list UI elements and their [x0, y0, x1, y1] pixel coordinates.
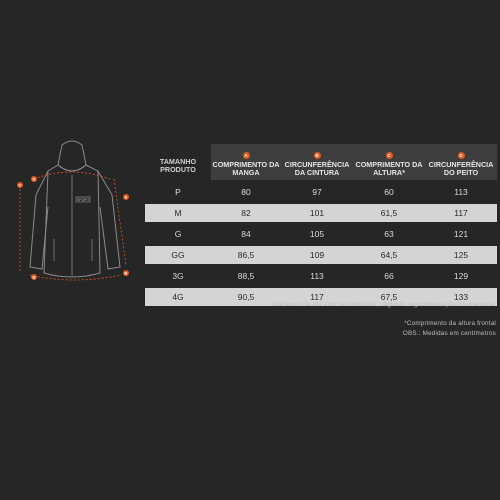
marker-d [31, 176, 37, 182]
size-table-header-row [145, 144, 497, 180]
column-header-waist [281, 144, 353, 180]
value-cell: 67,5 [353, 288, 425, 306]
column-header-label: COMPRIMENTO DA ALTURA* [355, 160, 423, 177]
tolerance-note: Tolerância de até 2cm nas medidas, segundo regulamentação internacional [270, 301, 496, 308]
value-cell: 90,5 [211, 288, 281, 306]
column-header-label: COMPRIMENTO DA MANGA [212, 160, 280, 177]
marker-b-right [123, 270, 129, 276]
size-cell: M [145, 204, 211, 222]
corner-header: TAMANHO PRODUTO [159, 157, 197, 174]
value-cell: 82 [211, 204, 281, 222]
size-cell: 4G [145, 288, 211, 306]
size-cell: G [174, 229, 182, 239]
svg-text:D: D [32, 176, 36, 182]
jacket-measurement-diagram [10, 135, 145, 295]
table-row [145, 204, 497, 222]
sleeve-guide-line [114, 179, 126, 265]
column-header-chest [425, 144, 497, 180]
value-cell: 66 [384, 271, 394, 281]
column-header-label: CIRCUNFERÊNCIA DO PEITO [428, 160, 494, 177]
column-header-label: CIRCUNFERÊNCIA DA CINTURA [284, 160, 350, 177]
svg-text:B: B [32, 274, 36, 280]
value-cell: 105 [309, 229, 325, 239]
badge-b: B [315, 153, 319, 158]
jacket-hood [58, 141, 86, 171]
height-footnote: *Comprimento da altura frontal [404, 320, 496, 327]
size-table [145, 144, 497, 306]
table-row [145, 267, 497, 285]
svg-text:C: C [18, 182, 22, 188]
badge-a: A [244, 153, 248, 158]
table-row [145, 246, 497, 264]
column-header-height [353, 144, 425, 180]
size-cell: 3G [172, 271, 184, 281]
value-cell: 109 [281, 246, 353, 264]
value-cell: 88,5 [237, 271, 255, 281]
svg-text:B: B [124, 270, 128, 276]
jacket-illustration [10, 135, 145, 295]
svg-text:A: A [124, 194, 128, 200]
value-cell: 64,5 [353, 246, 425, 264]
table-row [145, 225, 497, 243]
jacket-logo-text: SPORT [76, 198, 90, 202]
marker-c [17, 182, 23, 188]
value-cell: 86,5 [211, 246, 281, 264]
value-cell: 133 [425, 288, 497, 306]
column-header-sleeve [211, 144, 281, 180]
jacket-left-sleeve [30, 171, 48, 269]
value-cell: 117 [281, 288, 353, 306]
value-cell: 80 [241, 187, 251, 197]
size-cell: P [175, 187, 181, 197]
value-cell: 113 [310, 271, 324, 281]
badge-d: D [459, 153, 463, 158]
value-cell: 125 [425, 246, 497, 264]
value-cell: 129 [453, 271, 469, 281]
value-cell: 60 [384, 187, 394, 197]
size-cell: GG [145, 246, 211, 264]
waist-guide-line [30, 275, 122, 280]
value-cell: 117 [425, 204, 497, 222]
jacket-right-sleeve [98, 171, 120, 269]
value-cell: 63 [384, 229, 394, 239]
value-cell: 61,5 [353, 204, 425, 222]
value-cell: 121 [453, 229, 469, 239]
value-cell: 113 [454, 187, 468, 197]
marker-a [123, 194, 129, 200]
value-cell: 84 [241, 229, 251, 239]
badge-c: C [387, 153, 391, 158]
value-cell: 97 [312, 187, 322, 197]
marker-b [31, 274, 37, 280]
value-cell: 101 [281, 204, 353, 222]
table-row [145, 183, 497, 201]
units-note: OBS.: Medidas em centímetros [402, 330, 496, 337]
